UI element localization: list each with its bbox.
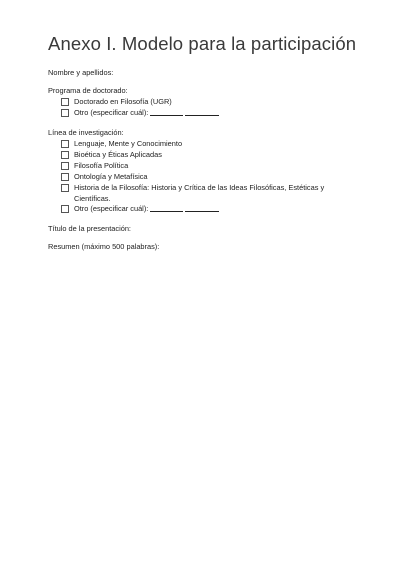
checkbox[interactable]: [61, 184, 69, 192]
program-option-ugr[interactable]: [61, 97, 172, 106]
option-label: Bioética y Éticas Aplicadas: [74, 150, 162, 159]
fill-in-blank[interactable]: [150, 204, 183, 212]
checkbox[interactable]: [61, 98, 69, 106]
checkbox[interactable]: [61, 173, 69, 181]
checkbox[interactable]: [61, 205, 69, 213]
fill-in-blank[interactable]: [185, 204, 219, 212]
program-label: Programa de doctorado:: [48, 86, 128, 95]
presentation-title-label: Título de la presentación:: [48, 224, 131, 233]
research-option-bioetica[interactable]: [61, 150, 162, 159]
option-label: Filosofía Política: [74, 161, 129, 170]
checkbox[interactable]: [61, 151, 69, 159]
fill-in-blank[interactable]: [185, 108, 219, 116]
checkbox[interactable]: [61, 109, 69, 117]
option-label: Lenguaje, Mente y Conocimiento: [74, 139, 183, 148]
summary-label: Resumen (máximo 500 palabras):: [48, 242, 160, 251]
option-label: Doctorado en Filosofía (UGR): [74, 97, 172, 106]
research-line-label: Línea de investigación:: [48, 128, 124, 137]
option-label: Historia de la Filosofía: Historia y Crítica de las Ideas Filosóficas, Estéticas y Científicas.: [74, 183, 325, 203]
page-title: Anexo I. Modelo para la participación: [48, 33, 357, 54]
fill-in-blank[interactable]: [150, 108, 183, 116]
research-option-lenguaje[interactable]: [61, 139, 182, 148]
research-option-historia[interactable]: [61, 183, 346, 204]
research-option-ontologia[interactable]: [61, 172, 148, 181]
program-option-other[interactable]: [61, 108, 219, 117]
research-option-other[interactable]: [61, 204, 219, 213]
research-option-politica[interactable]: [61, 161, 128, 170]
option-label: Otro (especificar cuál):: [74, 108, 149, 117]
option-label: Otro (especificar cuál):: [74, 204, 149, 213]
checkbox[interactable]: [61, 162, 69, 170]
option-label: Ontología y Metafísica: [74, 172, 148, 181]
name-label: Nombre y apellidos:: [48, 68, 114, 77]
checkbox[interactable]: [61, 140, 69, 148]
